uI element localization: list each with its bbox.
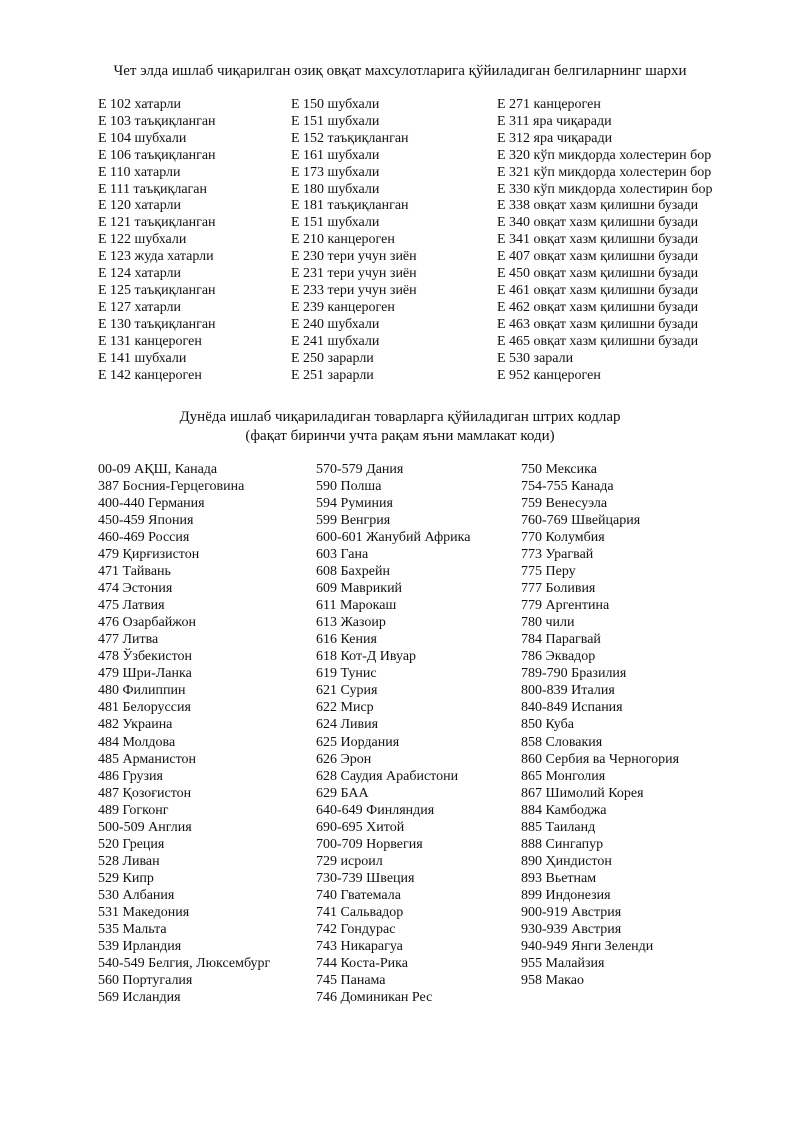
list-item: 486 Грузия [98,768,163,784]
list-item: Е 341 овқат хазм қилишни бузади [497,232,699,248]
list-item: Е 312 яра чиқаради [497,130,613,146]
list-item: 773 Урагвай [521,547,594,563]
list-item: 613 Жазоир [316,615,386,631]
list-item: Е 125 таъқиқланган [98,282,216,298]
list-item: 600-601 Жанубий Африка [316,530,471,546]
list-item: 619 Тунис [316,666,377,682]
list-item: Е 952 канцероген [497,367,601,383]
list-item: 594 Руминия [316,496,393,512]
list-item: 570-579 Дания [316,462,404,477]
list-item: 489 Гогконг [98,802,169,818]
list-item: Е 450 овқат хазм қилишни бузади [497,266,699,282]
list-item: Е 407 овқат хазм қилишни бузади [497,249,699,265]
list-item: Е 141 шубхали [98,350,187,366]
list-item: 474 Эстония [98,581,173,597]
list-item: 560 Португалия [98,972,193,988]
e-codes-title: Чет элда ишлаб чиқарилган озиқ овқат махсулотларига қўйиладиган белгиларнинг шархи [113,63,687,79]
list-item: 745 Панама [316,972,386,988]
list-item: 460-469 Россия [98,530,190,546]
list-item: 885 Таиланд [521,819,596,835]
list-item: Е 161 шубхали [291,147,380,163]
list-item: 890 Ҳиндистон [521,853,612,869]
list-item: 742 Гондурас [316,921,396,937]
e-codes-column-3 [497,97,713,384]
list-item: Е 122 шубхали [98,232,187,248]
list-item: 750 Мексика [521,462,597,477]
list-item: 786 Эквадор [521,649,596,665]
list-item: 616 Кения [316,632,377,648]
list-item: Е 121 таъқиқланган [98,215,216,231]
list-item: Е 150 шубхали [291,97,380,112]
list-item: Е 151 шубхали [291,215,380,231]
list-item: 484 Молдова [98,734,176,750]
list-item: 884 Камбоджа [521,802,607,818]
list-item: 746 Доминикан Рес [316,989,433,1005]
list-item: 784 Парагвай [521,632,601,648]
list-item: Е 127 хатарли [98,299,182,315]
e-codes-column-2 [291,97,417,384]
list-item: Е 230 тери учун зиён [291,249,417,265]
list-item: Е 465 овқат хазм қилишни бузади [497,333,699,349]
list-item: 618 Кот-Д Ивуар [316,649,417,665]
list-item: 789-790 Бразилия [521,666,627,682]
list-item: 471 Тайвань [98,564,171,580]
list-item: Е 124 хатарли [98,266,182,282]
list-item: 729 исроил [316,853,383,869]
list-item: 940-949 Янги Зеленди [521,938,654,954]
list-item: Е 110 хатарли [98,164,181,180]
list-item: 858 Словакия [521,734,603,750]
list-item: 569 Исландия [98,989,181,1005]
barcodes-column-2 [316,461,470,1006]
list-item: 690-695 Хитой [316,819,405,835]
list-item: 958 Макао [521,972,584,988]
list-item: 487 Қозоғистон [98,785,192,801]
barcodes-subtitle: (фақат биринчи учта рақам яъни мамлакат коди) [245,428,555,444]
list-item: Е 241 шубхали [291,333,380,349]
list-item: 520 Греция [98,836,165,852]
list-item: Е 231 тери учун зиён [291,266,417,282]
list-item: Е 111 таъқиқлаган [98,181,207,197]
list-item: Е 311 яра чиқаради [497,113,612,129]
list-item: 899 Индонезия [521,887,611,903]
list-item: 528 Ливан [98,853,160,869]
e-codes-column-1 [98,97,216,384]
list-item: 482 Украина [98,717,173,733]
list-item: Е 321 кўп микдорда холестерин бор [497,164,712,180]
list-item: Е 120 хатарли [98,198,182,214]
list-item: 744 Коста-Рика [316,955,408,971]
list-item: 850 Куба [521,717,574,733]
list-item: 603 Гана [316,547,369,563]
list-item: 779 Аргентина [521,598,610,614]
list-item: 611 Марокаш [316,598,397,614]
list-item: Е 461 овқат хазм қилишни бузади [497,282,699,298]
list-item: 625 Иордания [316,734,400,750]
list-item: 400-440 Германия [98,496,205,512]
list-item: 539 Ирландия [98,938,182,954]
list-item: Е 210 канцероген [291,232,395,248]
list-item: 626 Эрон [316,751,372,767]
list-item: 477 Литва [98,632,159,648]
list-item: 624 Ливия [316,717,379,733]
list-item: 800-839 Италия [521,683,615,699]
list-item: 700-709 Норвегия [316,836,423,852]
list-item: 608 Бахрейн [316,564,390,580]
list-item: 759 Венесуэла [521,496,608,512]
list-item: 479 Қирғизистон [98,547,200,563]
list-item: 900-919 Австрия [521,904,622,920]
barcodes-title: Дунёда ишлаб чиқариладиган товарларга қўйиладиган штрих кодлар [179,409,621,425]
list-item: Е 106 таъқиқланган [98,147,216,163]
list-item: Е 173 шубхали [291,164,380,180]
list-item: Е 180 шубхали [291,181,380,197]
list-item: Е 338 овқат хазм қилишни бузади [497,198,699,214]
list-item: Е 103 таъқиқланган [98,113,216,129]
list-item: 867 Шимолий Корея [521,785,644,801]
list-item: 500-509 Англия [98,819,192,835]
list-item: 888 Сингапур [521,836,604,852]
list-item: Е 151 шубхали [291,113,380,129]
list-item: 609 Маврикий [316,581,403,597]
list-item: 840-849 Испания [521,700,623,716]
list-item: 770 Колумбия [521,530,605,546]
list-item: Е 330 кўп микдорда холестирин бор [497,181,713,197]
list-item: Е 250 зарарли [291,350,374,366]
list-item: 387 Босния-Герцеговина [98,479,245,495]
list-item: Е 340 овқат хазм қилишни бузади [497,215,699,231]
list-item: 893 Вьетнам [521,870,597,886]
list-item: 640-649 Финляндия [316,802,435,818]
list-item: 00-09 АҚШ, Канада [98,462,218,477]
list-item: Е 102 хатарли [98,97,182,112]
list-item: Е 130 таъқиқланган [98,316,216,332]
list-item: Е 181 таъқиқланган [291,198,409,214]
list-item: 622 Миср [316,700,374,716]
list-item: 535 Мальта [98,921,167,937]
list-item: 629 БАА [316,785,369,801]
list-item: 540-549 Белгия, Люксембург [98,955,271,971]
barcodes-column-3 [521,461,679,989]
list-item: Е 240 шубхали [291,316,380,332]
list-item: 530 Албания [98,887,175,903]
list-item: 741 Сальвадор [316,904,404,920]
list-item: Е 131 канцероген [98,333,202,349]
list-item: Е 239 канцероген [291,299,395,315]
list-item: 754-755 Канада [521,479,614,495]
list-item: Е 123 жуда хатарли [98,249,214,265]
list-item: 475 Латвия [98,598,165,614]
list-item: 730-739 Швеция [316,870,415,886]
list-item: 531 Македония [98,904,190,920]
list-item: 628 Саудия Арабистони [316,768,459,784]
list-item: 760-769 Швейцария [521,513,641,529]
list-item: Е 271 канцероген [497,97,601,112]
list-item: Е 233 тери учун зиён [291,282,417,298]
list-item: Е 251 зарарли [291,367,374,383]
list-item: 860 Сербия ва Черногория [521,751,680,767]
list-item: Е 104 шубхали [98,130,187,146]
list-item: 590 Полша [316,479,382,495]
list-item: 777 Боливия [521,581,596,597]
list-item: 740 Гватемала [316,887,401,903]
list-item: Е 152 таъқиқланган [291,130,409,146]
list-item: 481 Белоруссия [98,700,191,716]
list-item: Е 463 овқат хазм қилишни бузади [497,316,699,332]
list-item: Е 530 зарали [497,350,574,366]
list-item: 450-459 Япония [98,513,194,529]
list-item: 621 Сурия [316,683,378,699]
list-item: 485 Арманистон [98,751,196,767]
list-item: 865 Монголия [521,768,606,784]
list-item: 930-939 Австрия [521,921,622,937]
barcodes-column-1 [98,461,270,1006]
list-item: 743 Никарагуа [316,938,403,954]
list-item: 529 Кипр [98,870,154,886]
list-item: 478 Ўзбекистон [98,649,193,665]
list-item: 479 Шри-Ланка [98,666,192,682]
list-item: Е 462 овқат хазм қилишни бузади [497,299,699,315]
list-item: 780 чили [521,615,575,631]
list-item: 955 Малайзия [521,955,605,971]
list-item: Е 142 канцероген [98,367,202,383]
list-item: Е 320 кўп микдорда холестерин бор [497,147,712,163]
list-item: 775 Перу [521,564,576,580]
list-item: 480 Филиппин [98,683,186,699]
list-item: 599 Венгрия [316,513,391,529]
list-item: 476 Озарбайжон [98,615,196,631]
